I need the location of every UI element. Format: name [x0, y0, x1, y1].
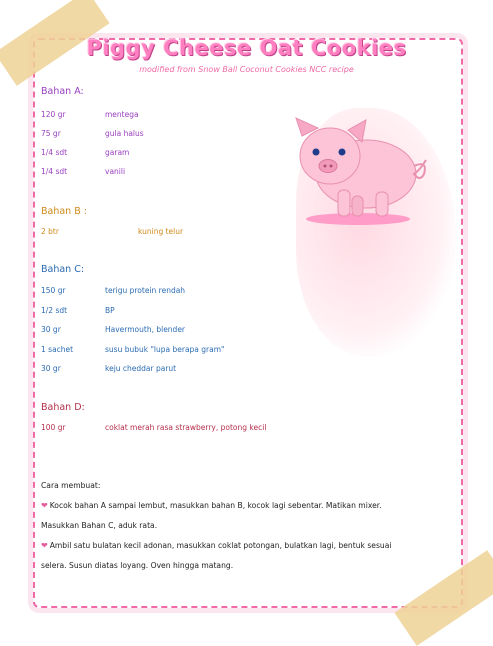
- ingredient: kuning telur: [138, 227, 184, 236]
- ingredient: mentega: [105, 110, 139, 119]
- bahan-c-heading: Bahan C:: [41, 264, 85, 275]
- ingredient: keju cheddar parut: [105, 364, 177, 373]
- method-step-1: [41, 496, 461, 516]
- pig-illustration: [290, 112, 440, 232]
- bahan-a-heading: Bahan A:: [41, 86, 84, 97]
- ingredient: coklat merah rasa strawberry, potong kecil: [105, 423, 267, 432]
- ingredient: vanili: [105, 167, 126, 176]
- heart-bullet-icon: ❤: [41, 541, 48, 550]
- method-step-2: [41, 536, 461, 556]
- quantity: 1/4 sdt: [41, 148, 68, 157]
- ingredient: Havermouth, blender: [105, 325, 186, 334]
- recipe-subtitle: modified from Snow Ball Coconut Cookies NCC recipe: [139, 65, 354, 74]
- quantity: 100 gr: [41, 423, 66, 432]
- ingredient: gula halus: [105, 129, 144, 138]
- step-text: Ambil satu bulatan kecil adonan, masukkan coklat potongan, bulatkan lagi, bentuk sesuai: [49, 541, 392, 550]
- quantity: 30 gr: [41, 364, 61, 373]
- bahan-d-heading: Bahan D:: [41, 402, 85, 413]
- ingredient: BP: [105, 306, 115, 315]
- quantity: 150 gr: [41, 286, 66, 295]
- quantity: 75 gr: [41, 129, 61, 138]
- step-text: Kocok bahan A sampai lembut, masukkan bahan B, kocok lagi sebentar. Matikan mixer.: [49, 501, 382, 510]
- ingredient: terigu protein rendah: [105, 286, 186, 295]
- method-step-2-cont: selera. Susun diatas loyang. Oven hingga matang.: [41, 561, 234, 570]
- method-step-1-cont: Masukkan Bahan C, aduk rata.: [41, 521, 158, 530]
- quantity: 1 sachet: [41, 345, 74, 354]
- ingredient: garam: [105, 148, 130, 157]
- bahan-b-heading: Bahan B :: [41, 206, 87, 217]
- method-section: [41, 476, 461, 576]
- method-heading: Cara membuat:: [41, 481, 101, 490]
- quantity: 1/2 sdt: [41, 306, 68, 315]
- heart-bullet-icon: ❤: [41, 501, 48, 510]
- ingredient: susu bubuk "lupa berapa gram": [105, 345, 225, 354]
- quantity: 1/4 sdt: [41, 167, 68, 176]
- quantity: 120 gr: [41, 110, 66, 119]
- recipe-title: Piggy Cheese Oat Cookies: [86, 36, 407, 60]
- quantity: 30 gr: [41, 325, 61, 334]
- quantity: 2 btr: [41, 227, 59, 236]
